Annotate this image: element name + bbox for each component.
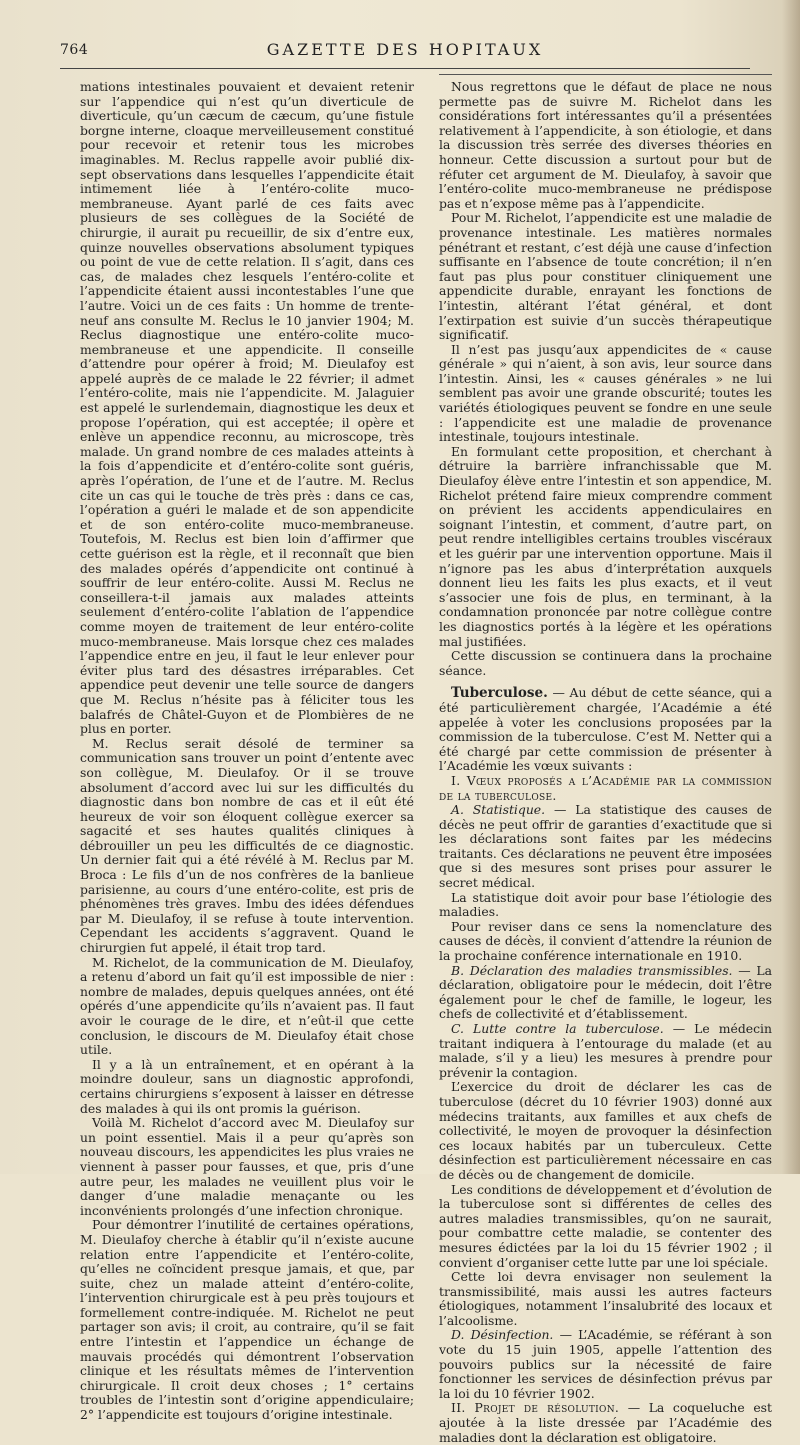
- paragraph: En formulant cette proposition, et cherchant à détruire la barrière infranchissable que M. Dieulafoy élève entre l’intestin et son appendice, M. Richelot prétend faire mieux comprendre comment on prévient les accidents appendiculaires en soignant l’intestin, et comment, d’autre part, on peut rendre intelligibles certains troubles viscéraux et les guérir par une intervention opportune. Mais il n’ignore pas les abus d’interprétation auxquels donnent lieu les faits les plus exacts, et il veut s’associer une fois de plus, en terminant, à la condamnation prononcée par notre collègue contre les diagnostics portés à la légère et les opérations mal justifiées.: [439, 443, 772, 649]
- column-top-rule: [439, 74, 772, 75]
- paragraph: M. Richelot, de la communication de M. Dieulafoy, a retenu d’abord un fait qu’il est impossible de nier : nombre de malades, depuis quelques années, ont été opérés d’une appendicite qu’ils n’avaient pas. Il faut avoir le courage de le dire, et n’eût-il que cette conclusion, le discours de M. Dieulafoy était chose utile.: [80, 954, 414, 1058]
- item-ii-label: II. Projet de résolution.: [451, 1400, 620, 1416]
- paragraph: Les conditions de développement et d’évolution de la tuberculose sont si différentes de celles des autres maladies transmissibles, qu’on ne saurait, pour combattre cette maladie, se contenter des mesures édictées par la loi du 15 février 1902 ; il convient d’organiser cette lutte par une loi spéciale.: [439, 1181, 772, 1270]
- paragraph: Pour reviser dans ce sens la nomenclature des causes de décès, il convient d’attendre la réunion de la prochaine conférence internationale en 1910.: [439, 918, 772, 964]
- paragraph: Pour M. Richelot, l’appendicite est une maladie de provenance intestinale. Les matières normales pénétrant et restant, c’est déjà une cause d’infection suffisante en l’absence de toute concrétion; il n’en faut pas plus pour constituer cliniquement une appendicite durable, enrayant les fonctions de l’intestin, altérant l’état général, et dont l’extirpation est suivie d’un succès thérapeutique significatif.: [439, 210, 772, 343]
- item-d-label: D. Désinfection.: [451, 1327, 554, 1343]
- section-title-tuberculose: Tuberculose.: [451, 685, 548, 702]
- voeux-heading: I. Vœux proposés a l’Académie par la commission de la tuberculose.: [439, 772, 772, 803]
- paragraph: Cette loi devra envisager non seulement la transmissibilité, mais aussi les autres facteurs étiologiques, notamment l’insalubrité des locaux et l’alcoolisme.: [439, 1269, 772, 1328]
- running-title: GAZETTE DES HOPITAUX: [266, 40, 544, 59]
- page-edge-shadow: [782, 0, 800, 1174]
- paragraph: M. Reclus serait désolé de terminer sa communication sans trouver un point d’entente avec son collègue, M. Dieulafoy. Or il se trouve absolument d’accord avec lui sur les difficultés du diagnostic dans bon nombre de cas et il eût été heureux de voir son éloquent collègue exercer sa sagacité et ses hautes qualités cliniques à débrouiller un peu les difficultés de ce diagnostic. Un dernier fait qui a été révélé à M. Reclus par M. Broca : Le fils d’un de nos confrères de la banlieue parisienne, au cours d’une entéro-colite, est pris de phénomènes très graves. Imbu des idées défendues par M. Dieulafoy, il se refuse à toute intervention. Cependant les accidents s’aggravent. Quand le chirurgien fut appelé, il était trop tard.: [80, 735, 414, 956]
- item-c-label: C. Lutte contre la tuberculose.: [451, 1021, 664, 1036]
- left-column: [80, 79, 414, 1423]
- paragraph: Nous regrettons que le défaut de place ne nous permette pas de suivre M. Richelot dans les considérations fort intéressantes qu’il a présentées relativement à l’appendicite, à son étiologie, et dans la discussion très serrée des diverses théories en honneur. Cette discussion a surtout pour but de réfuter cet argument de M. Dieulafoy, à savoir que l’entéro-colite muco-membraneuse ne prédispose pas et n’expose même pas à l’appendicite.: [439, 79, 772, 211]
- paragraph: mations intestinales pouvaient et devaient retenir sur l’appendice qui n’est qu’un diverticule de diverticule, qu’un cæcum de cæcum, qu’une fistule borgne interne, cloaque merveilleusement constitué pour recevoir et retenir tous les microbes imaginables. M. Reclus rappelle avoir publié dix-sept observations dans lesquelles l’appendicite était intimement liée à l’entéro-colite muco-membraneuse. Ayant parlé de ces faits avec plusieurs de ses collègues de la Société de chirurgie, il aurait pu recueillir, de six d’entre eux, quinze nouvelles observations absolument typiques ou point de vue de cette relation. Il s’agit, dans ces cas, de malades chez lesquels l’entéro-colite et l’appendicite étaient aussi incontestables l’une que l’autre. Voici un de ces faits : Un homme de trente-neuf ans consulte M. Reclus le 10 janvier 1904; M. Reclus diagnostique une entéro-colite muco-membraneuse et une appendicite. Il conseille d’attendre pour opérer à froid; M. Dieulafoy est appelé auprès de ce malade le 22 février; il admet l’entéro-colite, mais nie l’appendicite. M. Jalaguier est appelé le surlendemain, diagnostique les deux et propose l’opération, qui est acceptée; il opère et enlève un appendice reconnu, au microscope, très malade. Un grand nombre de ces malades atteints à la fois d’appendicite et d’entéro-colite sont guéris, après l’opération, de l’une et de l’autre. M. Reclus cite un cas qui le touche de très près : dans ce cas, l’opération a guéri le malade et de son appendicite et de son entéro-colite muco-membraneuse. Toutefois, M. Reclus est bien loin d’affirmer que cette guérison est la règle, et il reconnaît que bien des malades opérés d’appendicite ont continué à souffrir de leur entéro-colite. Aussi M. Reclus ne conseillera-t-il jamais aux malades atteints seulement d’entéro-colite l’ablation de l’appendice comme moyen de traitement de leur entéro-colite muco-membraneuse. Mais lorsque chez ces malades l’appendice entre en jeu, il faut le leur enlever pour éviter plus tard des désastres irréparables. Cet appendice peut devenir une telle source de dangers que M. Reclus n’hésite pas à féliciter tous les balafrés de Châtel-Guyon et de Plombières de ne plus en porter.: [80, 79, 414, 737]
- section-intro-text: — Au début de cette séance, qui a été particulièrement chargée, l’Académie a été appelée à voter les conclusions proposées par la commission de la tuberculose. C’est M. Netter qui a été chargé par cette commission de présenter à l’Académie les vœux suivants :: [439, 685, 772, 774]
- item-ii-text: — La coqueluche est ajoutée à la liste dressée par l’Académie des maladies dont la déclaration est obligatoire.: [439, 1400, 772, 1445]
- page-number: 764: [60, 42, 89, 58]
- item-b: [439, 964, 772, 1022]
- paragraph: Voilà M. Richelot d’accord avec M. Dieulafoy sur un point essentiel. Mais il a peur qu’après son nouveau discours, les appendicites les plus vraies ne viennent à passer pour fausses, et que, pris d’une autre peur, les malades ne veuillent plus voir le danger d’une maladie menaçante ou les inconvénients prolongés d’une infection chronique.: [80, 1115, 414, 1218]
- paragraph: L’exercice du droit de déclarer les cas de tuberculose (décret du 10 février 1903) donné aux médecins traitants, aux familles et aux chefs de collectivité, le moyen de provoquer la désinfection ces locaux habités par un tuberculeux. Cette désinfection est particulièrement nécessaire en cas de décès ou de changement de domicile.: [439, 1079, 772, 1182]
- item-a-text: — La statistique des causes de décès ne peut offrir de garanties d’exactitude que si les déclarations sont faites par les médecins traitants. Ces déclarations ne peuvent être imposées que si des mesures sont prises pour assurer le secret médical.: [439, 802, 772, 891]
- paragraph: La statistique doit avoir pour base l’étiologie des maladies.: [439, 889, 772, 920]
- item-b-text: — La déclaration, obligatoire pour le médecin, doit l’être également pour le chef de famille, le logeur, les chefs de collectivité et d’établissement.: [439, 962, 772, 1022]
- paragraph: Cette discussion se continuera dans la prochaine séance.: [439, 648, 772, 678]
- item-d: [439, 1328, 772, 1401]
- item-a: [439, 803, 772, 891]
- paragraph: Il y a là un entraînement, et en opérant à la moindre douleur, sans un diagnostic approfondi, certains chirurgiens s’exposent à laisser en détresse des malades à qui ils ont promis la guérison.: [80, 1056, 414, 1116]
- item-d-text: — L’Académie, se référant à son vote du 15 juin 1905, appelle l’attention des pouvoirs publics sur la nécessité de faire fonctionner les services de désinfection prévus par la loi du 10 février 1902.: [439, 1327, 772, 1401]
- paragraph: Il n’est pas jusqu’aux appendicites de « cause générale » qui n’aient, à son avis, leur source dans l’intestin. Ainsi, les « causes générales » ne lui semblent pas avoir une grande obscurité; toutes les variétés étiologiques peuvent se fondre en une seule : l’appendicite est une maladie de provenance intestinale, toujours intestinale.: [439, 341, 772, 445]
- item-ii: [439, 1401, 772, 1445]
- item-a-label: A. Statistique.: [451, 802, 546, 818]
- paragraph: Pour démontrer l’inutilité de certaines opérations, M. Dieulafoy cherche à établir qu’il n’existe aucune relation entre l’appendicite et l’entéro-colite, qu’elles ne coïncident presque jamais, et que, par suite, chez un malade atteint d’entéro-colite, l’intervention chirurgicale est à peu près toujours et formellement contre-indiquée. M. Richelot ne peut partager son avis; il croit, au contraire, qu’il se fait entre l’intestin et l’appendice un échange de mauvais procédés qui démontrent l’observation clinique et les résultats mêmes de l’intervention chirurgicale. Il croit deux choses ; 1° certains troubles de l’intestin sont d’origine appendiculaire; 2° l’appendicite est toujours d’origine intestinale.: [80, 1217, 414, 1423]
- item-c: [439, 1022, 772, 1080]
- right-column: [439, 79, 772, 1445]
- item-c-text: — Le médecin traitant indiquera à l’entourage du malade (et au malade, s’il y a lieu) les mesures à prendre pour prévenir la contagion.: [439, 1021, 772, 1080]
- tuberculose-paragraph: [439, 686, 772, 774]
- item-b-label: B. Déclaration des maladies transmissibles.: [451, 962, 733, 978]
- page-header: [60, 34, 750, 69]
